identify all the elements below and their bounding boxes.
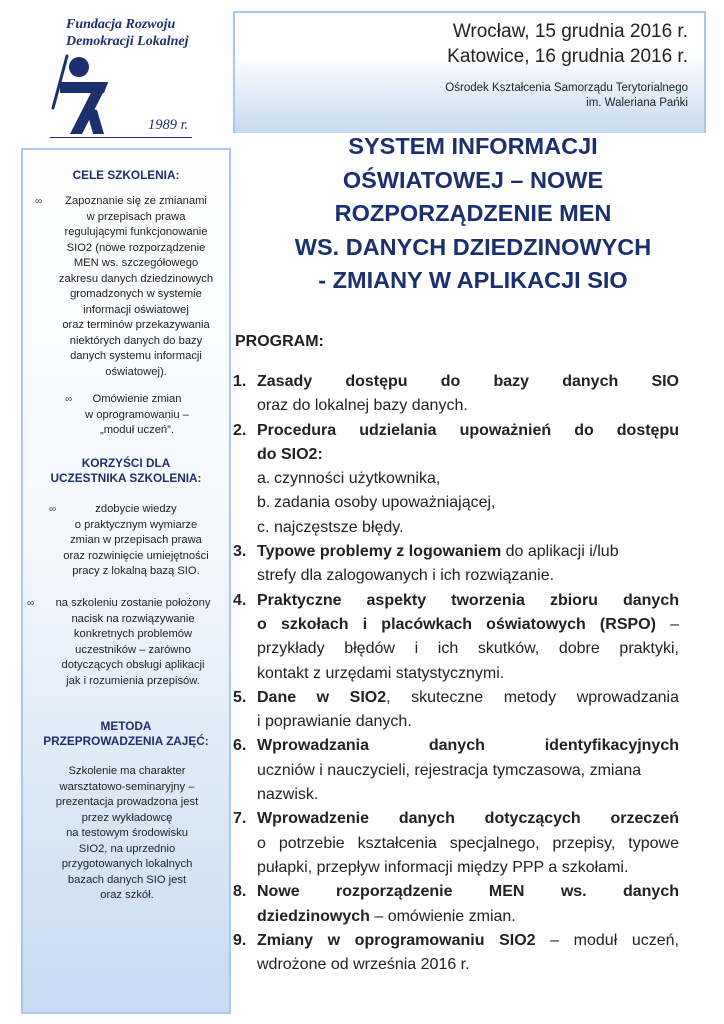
korzysci-heading: KORZYŚCI DLA UCZESTNIKA SZKOLENIA:: [50, 456, 202, 485]
event-dates: Wrocław, 15 grudnia 2016 r. Katowice, 16 grudnia 2016 r.: [447, 21, 688, 67]
institution-name: Ośrodek Kształcenia Samorządu Terytorialnego im. Waleriana Pańki: [445, 82, 688, 109]
running-figure-icon: [50, 50, 150, 150]
header-box: [233, 11, 706, 133]
program-item: 6. Wprowadzania danych identyfikacyjnych uczniów i nauczycieli, rejestracja tymczasowa, zmiana nazwisk.: [233, 737, 679, 804]
korzysci-item: ∞ na szkoleniu zostanie położony nacisk na rozwiązywanie konkretnych problemów uczestników – zarówno dotyczących obsługi aplikacji jak i rozumienia przepisów.: [27, 597, 211, 687]
program-subitem: c. najczęstsze błędy.: [257, 518, 404, 536]
program-item: 8. Nowe rozporządzenie MEN ws. danych dziedzinowych – omówienie zmian.: [233, 883, 679, 925]
program-item: 5. Dane w SIO2, skuteczne metody wprowadzania i poprawianie danych.: [233, 688, 679, 731]
program-item: 2. Procedura udzielania upoważnień do dostępu do SIO2: a. czynności użytkownika, b. zadania osoby upoważniającej, c. najczęstsze błędy.: [233, 419, 679, 540]
logo-year: 1989 r.: [148, 117, 189, 133]
metoda-heading: METODA PRZEPROWADZENIA ZAJĘĆ:: [43, 719, 209, 748]
metoda-text: Szkolenie ma charakter warsztatowo-seminaryjny – prezentacja prowadzona jest przez wykładowcę na testowym środowisku SIO2, na uprzednio przygotowanych lokalnych bazach danych SIO jest oraz szkół.: [55, 765, 199, 901]
document-title: SYSTEM INFORMACJI OŚWIATOWEJ – NOWE ROZPORZĄDZENIE MEN WS. DANYCH DZIEDZINOWYCH - ZMIANY W APLIKACJI SIO: [294, 133, 652, 293]
program-item: 9. Zmiany w oprogramowaniu SIO2 – moduł uczeń, wdrożone od września 2016 r.: [233, 931, 680, 974]
program-item: 3. Typowe problemy z logowaniem do aplikacji i/lub strefy dla zalogowanych i ich rozwiązanie.: [233, 543, 619, 585]
infinity-bullet-icon: ∞: [35, 196, 43, 207]
program-item: 7. Wprowadzenie danych dotyczących orzeczeń o potrzebie kształcenia specjalnego, przepisy, typowe pułapki, przepływ informacji między PPP a szkołami.: [233, 810, 679, 876]
cele-item: ∞ Zapoznanie się ze zmianami w przepisach prawa regulującymi funkcjonowanie SIO2 (nowe rozporządzenie MEN ws. szczegółowego zakresu danych dziedzinowych gromadzonych w systemie informacji oświatowej oraz terminów przekazywania niektórych danych do bazy danych systemu informacji oświatowej).: [35, 195, 214, 378]
cele-item: ∞ Omówienie zmian w oprogramowaniu – „moduł uczeń”.: [65, 393, 189, 436]
program-subitem: b. zadania osoby upoważniającej,: [257, 494, 496, 512]
program-subitem: a. czynności użytkownika,: [257, 470, 441, 488]
program-item: 1. Zasady dostępu do bazy danych SIO oraz do lokalnej bazy danych.: [233, 373, 679, 415]
infinity-bullet-icon: ∞: [49, 504, 57, 515]
logo-divider: [50, 137, 192, 138]
infinity-bullet-icon: ∞: [27, 598, 35, 609]
cele-heading: CELE SZKOLENIA:: [72, 168, 180, 182]
infinity-bullet-icon: ∞: [65, 394, 73, 405]
logo-name: Fundacja Rozwoju Demokracji Lokalnej: [66, 17, 189, 49]
program-item: 4. Praktyczne aspekty tworzenia zbioru danych o szkołach i placówkach oświatowych (RSPO) – przykłady błędów i ich skutków, dobre praktyki, kontakt z urzędami statystycznymi.: [233, 591, 680, 682]
program-heading: PROGRAM:: [235, 333, 324, 350]
foundation-logo: [50, 16, 220, 138]
sidebar-panel: [21, 148, 231, 1014]
korzysci-item: ∞ zdobycie wiedzy o praktycznym wymiarze zmian w przepisach prawa oraz rozwinięcie umiejętności pracy z lokalną bazą SIO.: [49, 503, 209, 577]
program-list: [233, 370, 679, 977]
